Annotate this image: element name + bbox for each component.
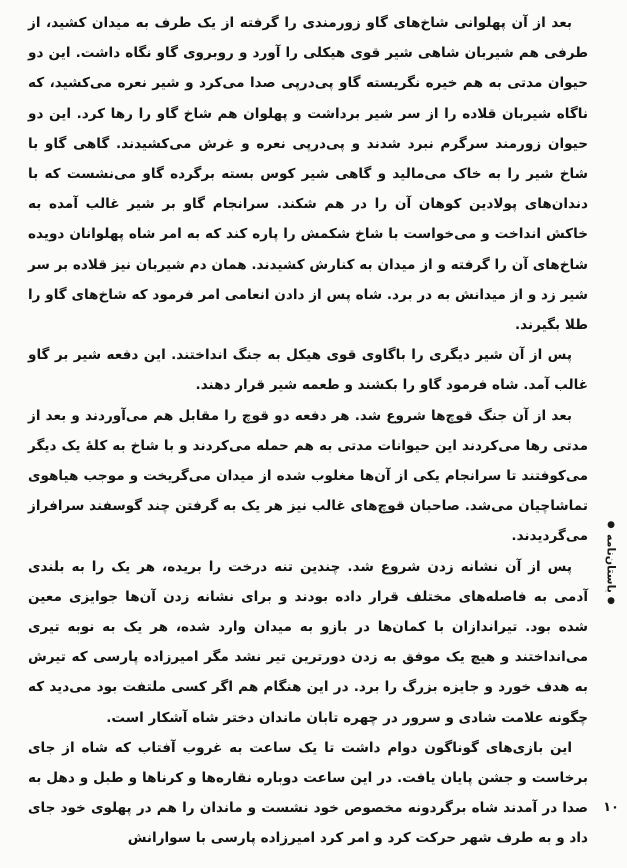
paragraph-5: این بازی‌های گوناگون دوام داشت تا یک ساعت به غروب آفتاب که شاه از جای برخاست و جشن پایان یافت. در این ساعت دوباره نقاره‌ها و کرناها و طبل و دهل به صدا در آمدند شاه برگردونه مخصوص خود نشست و ماندان را هم در پهلوی خود جای داد و به طرف شهر حرکت کرد و امر کرد امیرزاده پارسی با سوارانش <box>28 739 588 847</box>
paragraph-1: بعد از آن پهلوانی شاخ‌های گاو زورمندی را گرفته از یک طرف به میدان کشید، از طرفی هم شیربان شاهی شیر قوی هیکلی را آورد و روبروی گاو نگاه داشت. این دو حیوان مدتی به هم خیره نگریسته گاو پی‌درپی صدا می‌کرد و شیر نعره می‌کشید، که ناگاه شیربان قلاده را از سر شیر برداشت و پهلوان هم شاخ گاو را رها کرد. این دو حیوان زورمند سرگرم نبرد شدند و پی‌درپی نعره و غرش می‌کشیدند. گاهی گاو با شاخ شیر را به خاک می‌مالید و گاهی شیر کوس بسته برگرده گاو می‌نشست که با دندان‌های پولادین کوهان آن را در هم شکند. سرانجام گاو بر شیر غالب آمده به خاکش انداخت و می‌خواست با شاخ شکمش را پاره کند که به امر شاه پهلوانان دویده شاخ‌های آن را گرفته و از میدان به کنارش کشیدند. همان دم شیربان نیز قلاده بر سر شیر زد و از میدانش به در برد. شاه پس از دادن انعامی امر فرمود که شاخ‌های گاو را طلا بگیرند. <box>28 15 588 334</box>
bullet-icon: ● <box>606 519 616 530</box>
paragraph-3: بعد از آن جنگ قوچ‌ها شروع شد. هر دفعه دو قوچ را مقابل هم می‌آوردند و بعد از مدتی رها می‌کردند این حیوانات مدتی به هم حمله می‌کردند و با شاخ به کلهٔ یک دیگر می‌کوفتند تا سرانجام یکی از آن‌ها مغلوب شده از میدان می‌گریخت و موجب هیاهوی تماشاچیان می‌شد. صاحبان قوچ‌های غالب نیز هر یک به گرفتن چند گوسفند سرافراز می‌گردیدند. <box>28 407 588 545</box>
page-number: ۱۰ <box>603 800 619 815</box>
bullet-icon: ● <box>606 596 616 607</box>
book-title: باستان‌نامه <box>604 533 618 593</box>
running-title <box>601 518 621 608</box>
body-text <box>28 8 588 854</box>
paragraph-2: پس از آن شیر دیگری را باگاوی قوی هیکل به جنگ انداختند. این دفعه شیر بر گاو غالب آمد. شاه فرمود گاو را بکشند و طعمه شیر قرار دهند. <box>28 347 588 394</box>
paragraph-4: پس از آن نشانه زدن شروع شد. چندین تنه درخت را بریده، هر یک را به بلندی آدمی به فاصله‌های مختلف قرار داده بودند و برای نشانه زدن آن‌ها جوایزی معین شده بود. تیراندازان با کمان‌ها در بازو به میدان وارد شده، هر یک به نوبه تیری می‌انداختند و هیچ یک موفق به زدن دورترین تیر نشد مگر امیرزاده پارسی که تیرش به هدف خورد و جایزه بزرگ را برد. در این هنگام هم اگر کسی ملتفت بود می‌دید که چگونه علامت شادی و سرور در چهره تابان ماندان دختر شاه آشکار است. <box>28 558 588 726</box>
